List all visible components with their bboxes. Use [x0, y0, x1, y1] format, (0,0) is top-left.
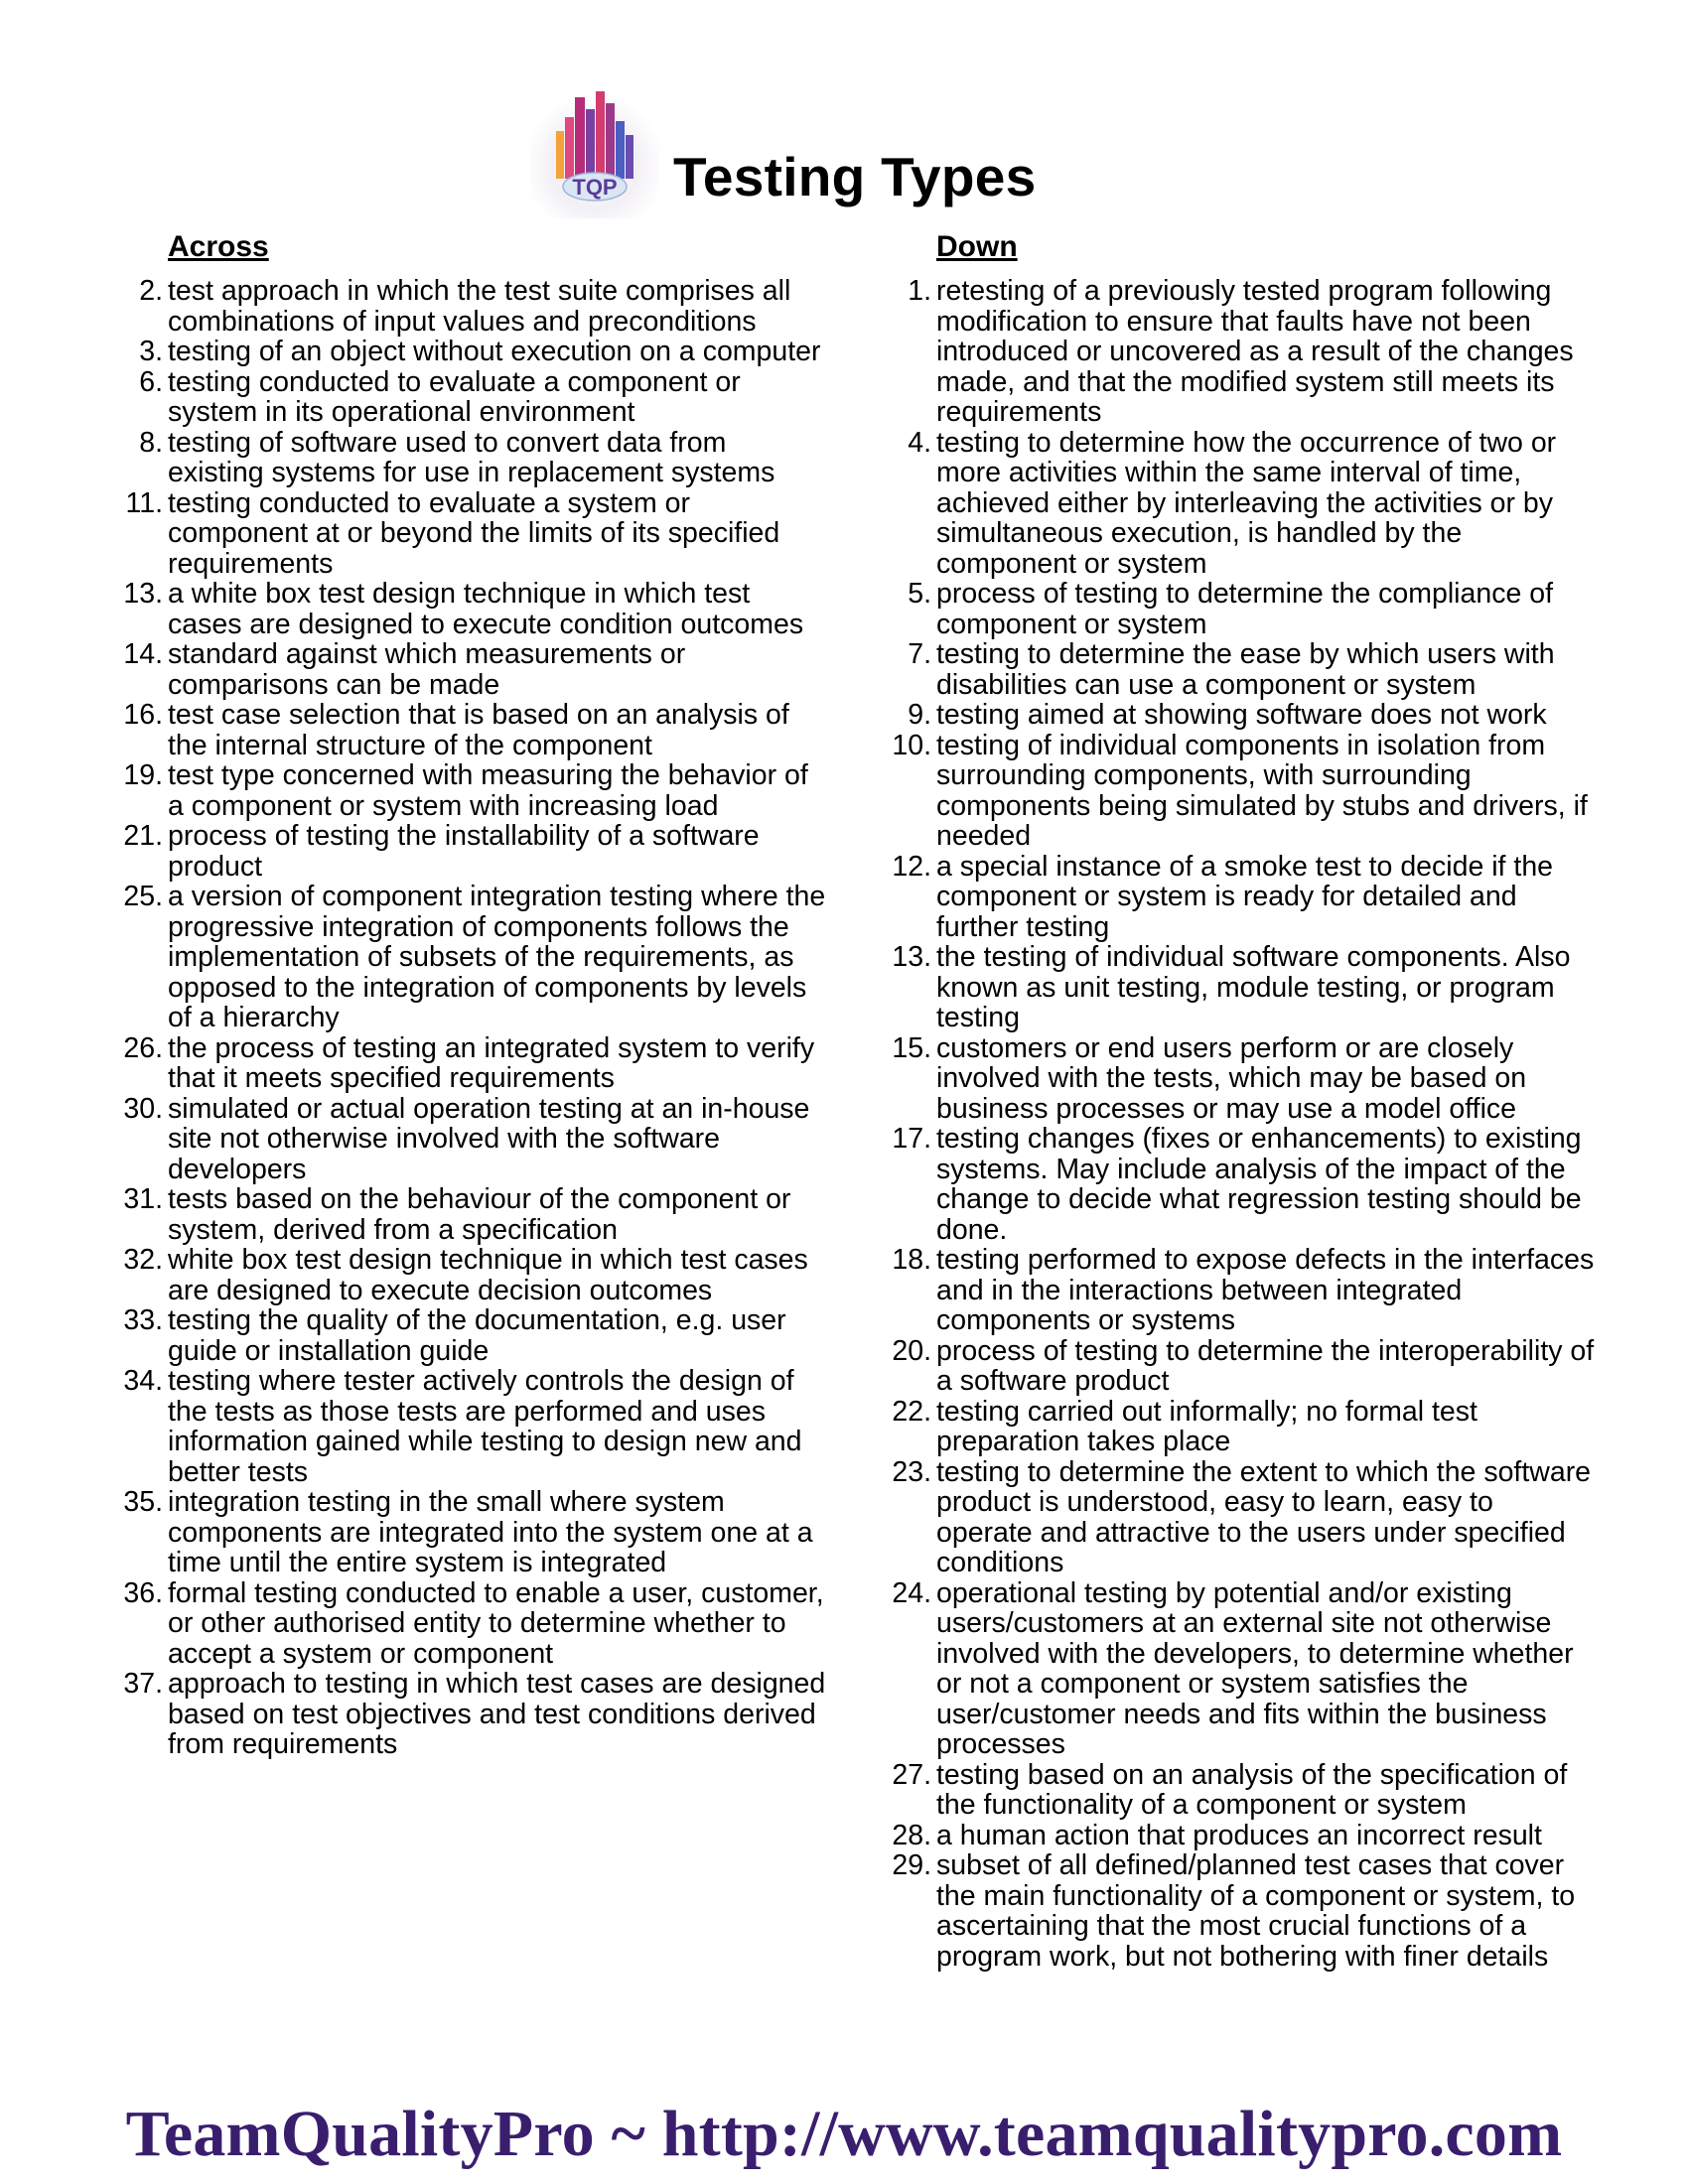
clue-number: 30.: [123, 1092, 163, 1125]
clue-number: 10.: [892, 729, 931, 761]
clue-number: 36.: [123, 1576, 163, 1609]
clue-text: testing where tester actively controls the design of the tests as those tests are performed and uses information gained while testing to design new and better tests: [168, 1365, 802, 1488]
clue-number: 3.: [139, 336, 163, 367]
across-clue: [113, 428, 828, 488]
across-column: [113, 230, 828, 1760]
clue-text: formal testing conducted to enable a user, customer, or other authorised entity to determine whether to accept a system or component: [168, 1576, 824, 1670]
clue-number: 22.: [892, 1395, 931, 1428]
clue-text: testing of individual components in isolation from surrounding components, with surrounding components being simulated by stubs and drivers, if needed: [936, 729, 1588, 852]
clue-text: test case selection that is based on an analysis of the internal structure of the component: [168, 699, 789, 761]
clue-text: tests based on the behaviour of the component or system, derived from a specification: [168, 1183, 791, 1246]
page-title: Testing Types: [673, 146, 1037, 207]
clue-number: 32.: [123, 1244, 163, 1276]
clue-number: 26.: [123, 1031, 163, 1064]
down-clue: [882, 700, 1597, 731]
down-clue: [882, 1578, 1597, 1760]
tqp-logo-text: TQP: [572, 175, 618, 200]
down-clue: [882, 1457, 1597, 1578]
clue-number: 12.: [892, 850, 931, 883]
clue-number: 13.: [123, 578, 163, 610]
across-clue: [113, 1033, 828, 1094]
clue-text: testing based on an analysis of the specification of the functionality of a component or system: [936, 1758, 1568, 1821]
clue-number: 28.: [892, 1819, 931, 1851]
clue-text: the process of testing an integrated system to verify that it meets specified requirements: [168, 1031, 815, 1094]
across-clue: [113, 1305, 828, 1366]
clue-text: a human action that produces an incorrect result: [936, 1819, 1542, 1851]
clue-number: 19.: [123, 759, 163, 791]
clue-number: 1.: [908, 275, 931, 307]
clue-number: 29.: [892, 1849, 931, 1881]
clue-text: testing aimed at showing software does not work: [936, 699, 1547, 731]
clue-number: 23.: [892, 1455, 931, 1488]
clue-text: testing of software used to convert data from existing systems for use in replacement systems: [168, 426, 775, 488]
clue-number: 6.: [139, 365, 163, 398]
clue-number: 4.: [908, 426, 931, 459]
down-clue: [882, 276, 1597, 428]
clue-number: 2.: [139, 275, 163, 307]
clue-text: process of testing the installability of a software product: [168, 820, 760, 883]
clue-text: testing to determine the ease by which users with disabilities can use a component or system: [936, 638, 1555, 701]
across-clue: [113, 1094, 828, 1185]
across-clue: [113, 760, 828, 821]
across-clue: [113, 1669, 828, 1760]
clue-number: 9.: [908, 699, 931, 731]
clue-text: customers or end users perform or are closely involved with the tests, which may be based on business processes or may use a model office: [936, 1031, 1527, 1125]
across-clue: [113, 1245, 828, 1305]
down-clue: [882, 1124, 1597, 1245]
clue-text: subset of all defined/planned test cases that cover the main functionality of a component or system, to ascertaining that the most crucial functions of a program work, but not bothering with finer details: [936, 1849, 1576, 1973]
down-clue: [882, 639, 1597, 700]
clue-number: 37.: [123, 1668, 163, 1700]
down-clue-list: [882, 276, 1597, 1972]
clue-number: 18.: [892, 1244, 931, 1276]
clue-text: testing performed to expose defects in the interfaces and in the interactions between integrated components or systems: [936, 1244, 1595, 1336]
across-clue: [113, 1184, 828, 1245]
clue-number: 25.: [123, 881, 163, 912]
clue-number: 7.: [908, 638, 931, 670]
across-clue: [113, 700, 828, 760]
clue-text: test approach in which the test suite comprises all combinations of input values and preconditions: [168, 275, 791, 338]
down-clue: [882, 1397, 1597, 1457]
across-clue-list: [113, 276, 828, 1760]
clue-text: testing to determine the extent to which the software product is understood, easy to learn, easy to operate and attractive to the users under specified conditions: [936, 1455, 1592, 1578]
clue-text: the testing of individual software components. Also known as unit testing, module testing, or program testing: [936, 941, 1571, 1033]
clue-text: testing carried out informally; no formal test preparation takes place: [936, 1395, 1477, 1457]
clue-number: 27.: [892, 1758, 931, 1791]
across-clue: [113, 1578, 828, 1670]
clue-number: 14.: [123, 638, 163, 670]
clue-number: 11.: [125, 486, 163, 519]
across-clue: [113, 276, 828, 337]
clue-text: test type concerned with measuring the behavior of a component or system with increasing load: [168, 759, 808, 822]
across-clue: [113, 639, 828, 700]
down-clue: [882, 1033, 1597, 1125]
clue-number: 24.: [892, 1576, 931, 1609]
down-clue: [882, 579, 1597, 639]
across-heading: Across: [168, 230, 269, 263]
tqp-logo: [530, 87, 659, 218]
clue-text: process of testing to determine the interoperability of a software product: [936, 1334, 1595, 1397]
clue-text: operational testing by potential and/or existing users/customers at an external site not otherwise involved with the developers, to determine whether or not a component or system satisfies the user/customer needs and fits within the business processes: [936, 1576, 1574, 1760]
across-clue: [113, 579, 828, 639]
clue-text: a special instance of a smoke test to decide if the component or system is ready for detailed and further testing: [936, 850, 1554, 943]
down-clue: [882, 1336, 1597, 1397]
clue-number: 15.: [892, 1031, 931, 1064]
clue-text: retesting of a previously tested program following modification to ensure that faults have not been introduced or uncovered as a result of the changes made, and that the modified system still meets its requirements: [936, 275, 1574, 428]
clue-text: testing to determine how the occurrence of two or more activities within the same interval of time, achieved either by interleaving the activities or by simultaneous execution, is handled by the component or system: [936, 426, 1557, 580]
clue-text: testing conducted to evaluate a component or system in its operational environment: [168, 365, 741, 428]
clue-text: a white box test design technique in which test cases are designed to execute condition outcomes: [168, 578, 804, 640]
clue-number: 16.: [123, 699, 163, 731]
across-clue: [113, 337, 828, 367]
across-clue: [113, 1366, 828, 1487]
clue-number: 34.: [123, 1365, 163, 1397]
clue-number: 20.: [892, 1334, 931, 1367]
tqp-logo-icon: [530, 87, 659, 218]
clue-text: standard against which measurements or comparisons can be made: [168, 638, 686, 701]
across-clue: [113, 1487, 828, 1578]
clue-text: white box test design technique in which test cases are designed to execute decision outcomes: [168, 1244, 808, 1306]
down-clue: [882, 428, 1597, 580]
across-clue: [113, 821, 828, 882]
across-clue: [113, 882, 828, 1033]
clue-text: process of testing to determine the compliance of component or system: [936, 578, 1554, 640]
down-clue: [882, 731, 1597, 852]
clue-text: integration testing in the small where system components are integrated into the system one at a time until the entire system is integrated: [168, 1486, 813, 1578]
clue-text: testing the quality of the documentation, e.g. user guide or installation guide: [168, 1304, 786, 1367]
clue-text: approach to testing in which test cases are designed based on test objectives and test conditions derived from requirements: [168, 1668, 826, 1760]
clue-number: 13.: [892, 941, 931, 973]
clue-text: testing conducted to evaluate a system or component at or beyond the limits of its specified requirements: [168, 486, 780, 580]
down-clue: [882, 942, 1597, 1033]
down-clue: [882, 1850, 1597, 1972]
clue-number: 21.: [123, 820, 163, 852]
clue-number: 8.: [139, 426, 163, 459]
clue-text: testing of an object without execution on a computer: [168, 336, 821, 367]
clue-text: a version of component integration testing where the progressive integration of components follows the implementation of subsets of the requirements, as opposed to the integration of components by levels of a hierarchy: [168, 881, 826, 1033]
down-heading: Down: [936, 230, 1018, 263]
clue-text: testing changes (fixes or enhancements) to existing systems. May include analysis of the impact of the change to decide what regression testing should be done.: [936, 1123, 1582, 1246]
footer-url-banner: TeamQualityPro ~ http://www.teamqualitypro.com: [125, 2098, 1563, 2170]
down-clue: [882, 1760, 1597, 1821]
across-clue: [113, 367, 828, 428]
down-clue: [882, 852, 1597, 943]
clue-text: simulated or actual operation testing at an in-house site not otherwise involved with the software developers: [168, 1092, 810, 1185]
clue-number: 35.: [123, 1486, 163, 1518]
clue-number: 33.: [123, 1304, 163, 1336]
clue-number: 31.: [123, 1183, 163, 1215]
clue-number: 17.: [892, 1123, 931, 1155]
down-clue: [882, 1821, 1597, 1851]
clue-number: 5.: [908, 578, 931, 610]
down-clue: [882, 1245, 1597, 1336]
down-column: [882, 230, 1597, 1972]
page-header: [516, 87, 1152, 226]
across-clue: [113, 488, 828, 580]
